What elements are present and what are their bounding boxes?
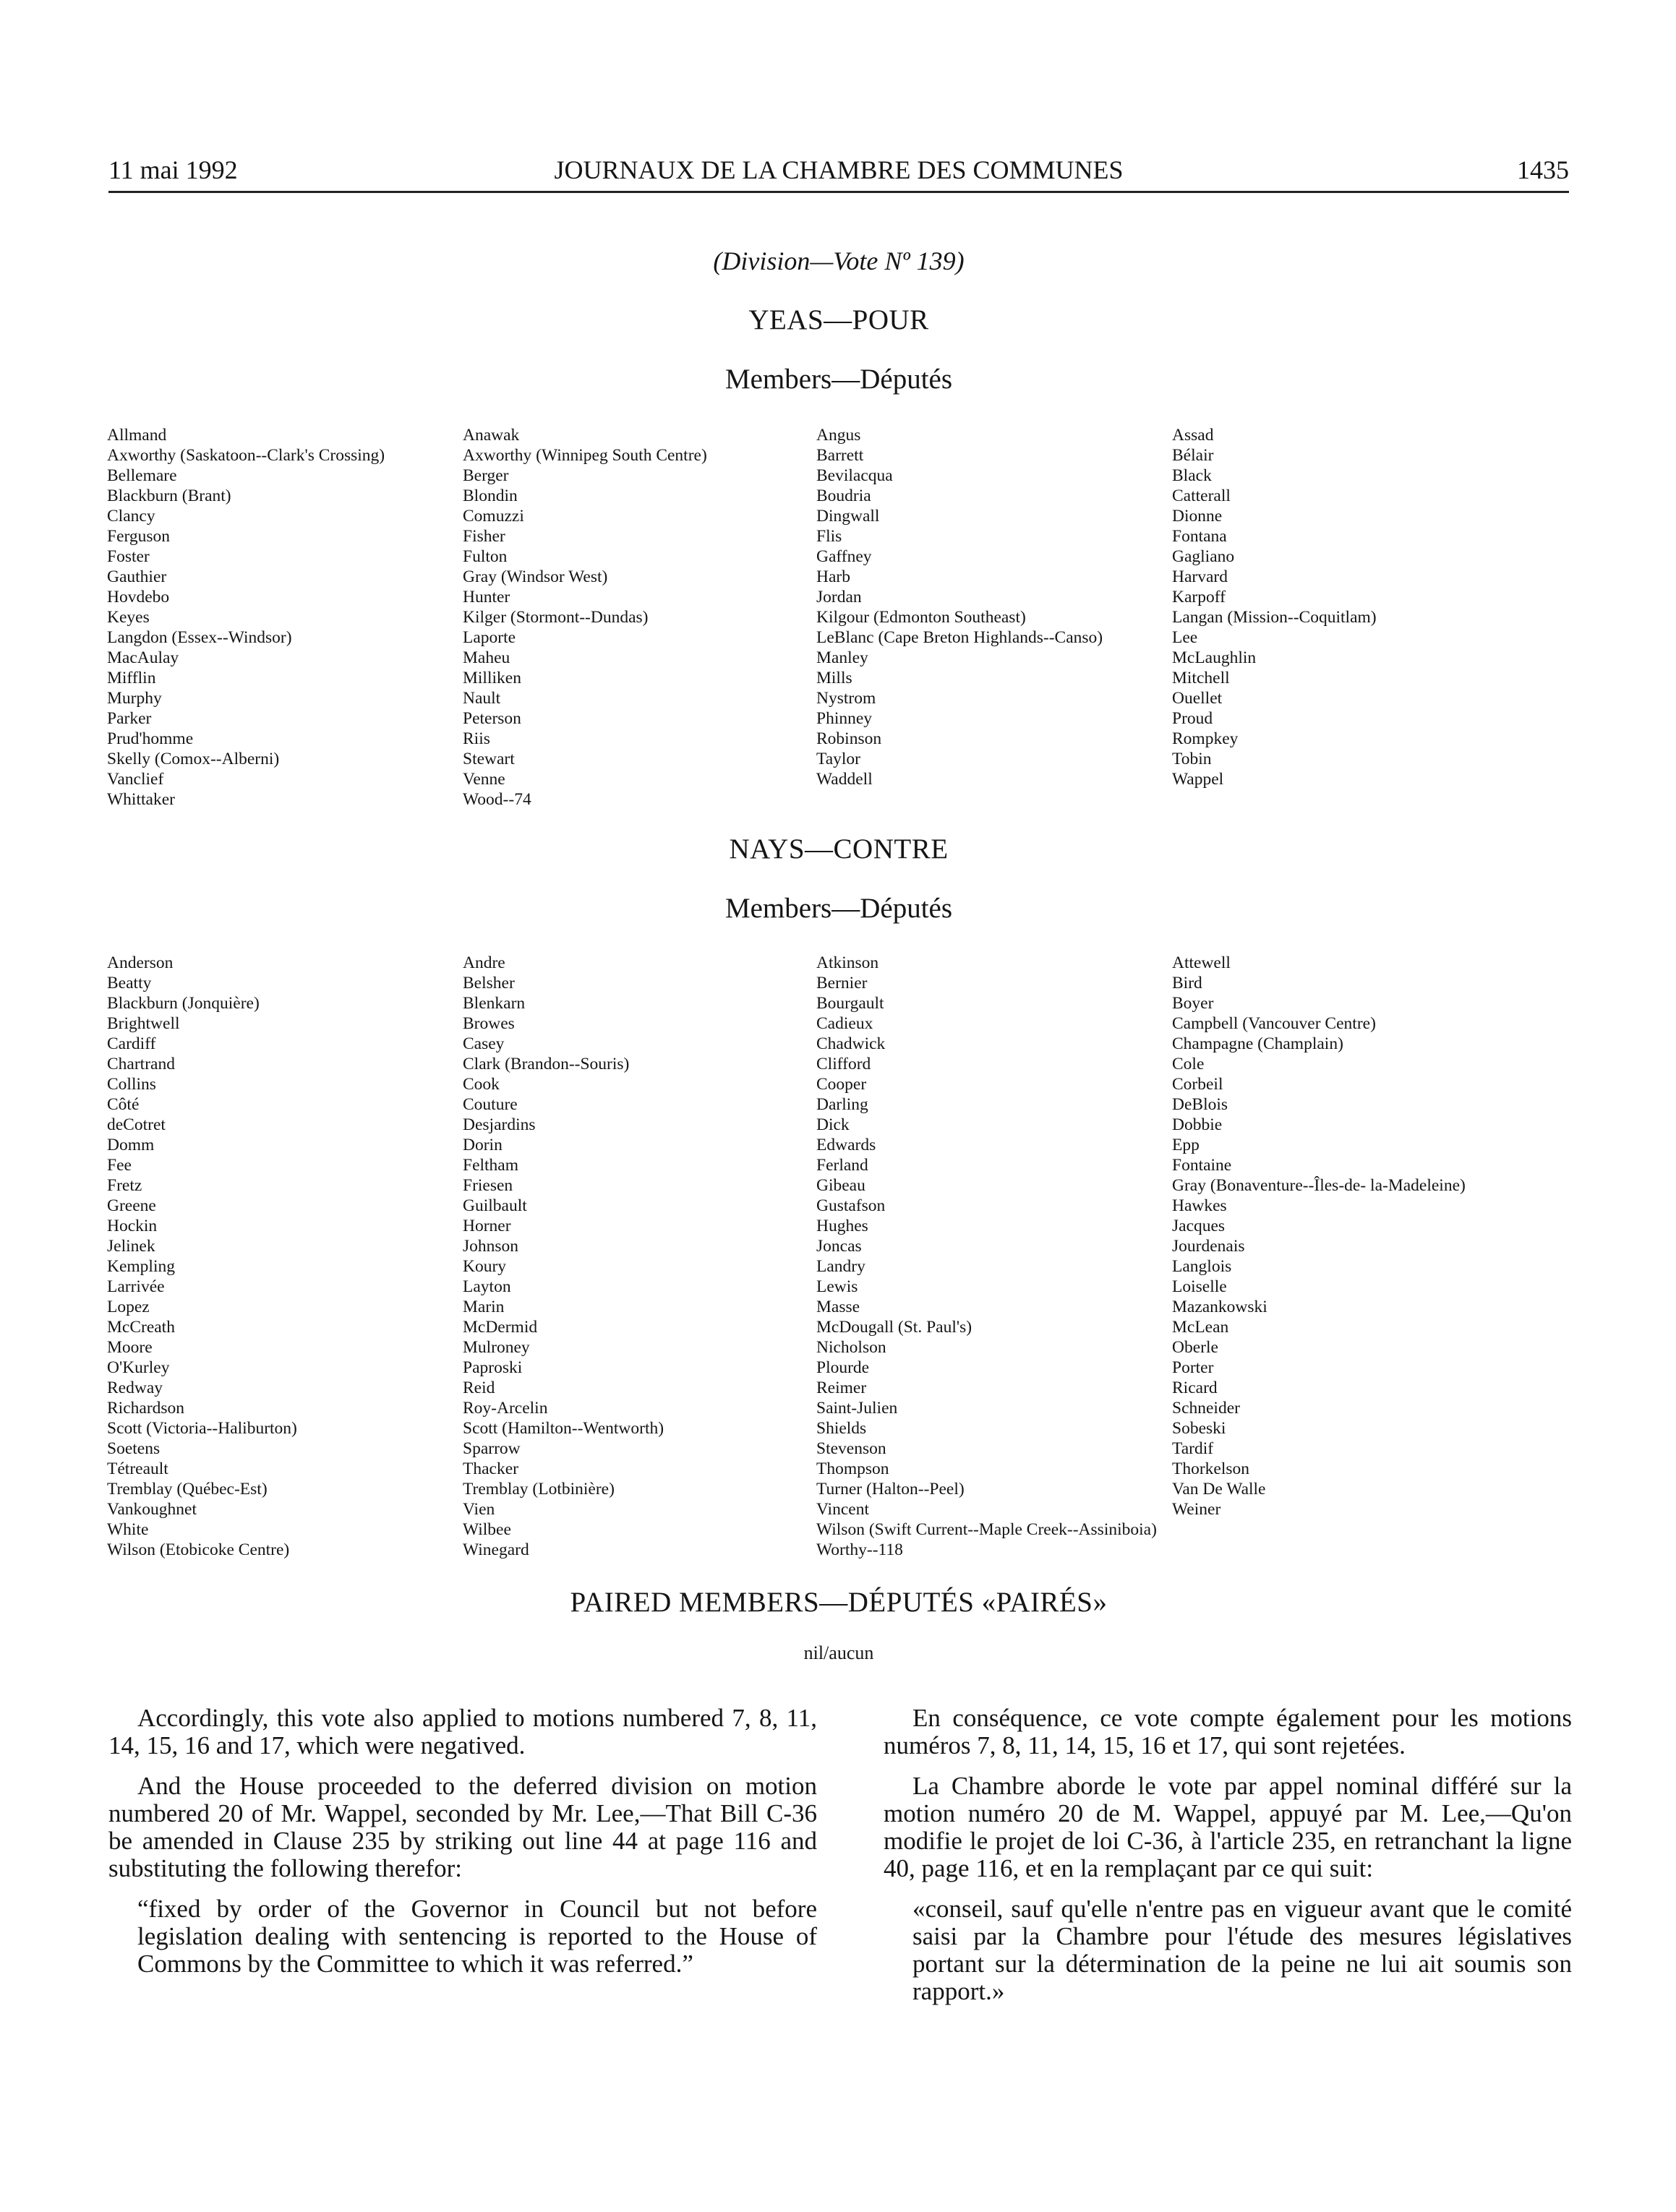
member-name: Sobeski [1172,1419,1226,1438]
nays-list [107,953,1589,1560]
member-name: Johnson [463,1237,519,1256]
member-name: Bellemare [107,466,177,485]
nays-column-1 [107,953,297,1560]
member-name: Manley [816,648,868,667]
member-name: Richardson [107,1399,185,1418]
member-name: Champagne (Champlain) [1172,1034,1343,1053]
member-name: Brightwell [107,1014,180,1033]
member-name: Cole [1172,1055,1205,1073]
header-date: 11 mai 1992 [108,155,238,184]
member-name: Larrivée [107,1277,165,1296]
member-name: Gaffney [816,547,872,566]
yeas-column-3 [816,425,1103,789]
member-name: Parker [107,709,152,728]
french-quotation: «conseil, sauf qu'elle n'entre pas en vigueur avant que le comité saisi par la Chambre pour l'étude des mesures législatives portant sur la détermination de la peine ne lui ait soumis son rapport.» [912,1895,1572,2005]
member-name: Winegard [463,1540,529,1559]
member-name: Epp [1172,1136,1200,1154]
member-name: Dingwall [816,507,880,526]
member-name: Layton [463,1277,511,1296]
member-name: Harb [816,567,850,586]
member-name: Reid [463,1379,495,1397]
member-name: Côté [107,1095,140,1114]
member-name: Vien [463,1500,495,1519]
member-name: deCotret [107,1115,166,1134]
member-name: DeBlois [1172,1095,1228,1114]
member-name: Blackburn (Jonquière) [107,994,260,1013]
member-name: Jacques [1172,1217,1226,1235]
member-name: Greene [107,1196,156,1215]
member-name: Murphy [107,689,162,708]
nays-column-3 [816,953,1157,1560]
member-name: Chadwick [816,1034,886,1053]
member-name: O'Kurley [107,1358,170,1377]
member-name: Jourdenais [1172,1237,1245,1256]
member-name: Mitchell [1172,669,1230,687]
member-name: Landry [816,1257,865,1276]
member-name: Dick [816,1115,850,1134]
member-name: Phinney [816,709,873,728]
member-name: Beatty [107,974,152,993]
member-name: Dobbie [1172,1115,1223,1134]
member-name: Hawkes [1172,1196,1227,1215]
member-name: Roy-Arcelin [463,1399,548,1418]
member-name: LeBlanc (Cape Breton Highlands--Canso) [816,628,1103,647]
member-name: Scott (Victoria--Haliburton) [107,1419,297,1438]
member-name: Mazankowski [1172,1298,1267,1316]
member-name: Bevilacqua [816,466,893,485]
member-name: Keyes [107,608,150,627]
member-name: Gray (Bonaventure--Îles-de- la-Madeleine) [1172,1176,1466,1195]
member-name: Venne [463,770,505,789]
member-name: McDermid [463,1318,538,1337]
member-name: Wilson (Swift Current--Maple Creek--Assiniboia) [816,1520,1157,1539]
member-name: Darling [816,1095,868,1114]
member-name: Worthy--118 [816,1540,903,1559]
member-name: Mifflin [107,669,156,687]
member-name: Catterall [1172,486,1231,505]
member-name: Domm [107,1136,155,1154]
member-name: Kempling [107,1257,175,1276]
member-name: Boyer [1172,994,1214,1013]
yeas-list [107,425,1589,815]
member-name: Soetens [107,1439,161,1458]
paired-title: PAIRED MEMBERS—DÉPUTÉS «PAIRÉS» [570,1587,1108,1618]
member-name: Bélair [1172,446,1214,465]
member-name: Axworthy (Saskatoon--Clark's Crossing) [107,446,385,465]
nays-title: NAYS—CONTRE [729,833,949,865]
member-name: Bourgault [816,994,884,1013]
member-name: Wilson (Etobicoke Centre) [107,1540,290,1559]
member-name: Langan (Mission--Coquitlam) [1172,608,1377,627]
member-name: Anawak [463,426,520,445]
member-name: White [107,1520,149,1539]
member-name: Schneider [1172,1399,1240,1418]
member-name: Blackburn (Brant) [107,486,231,505]
member-name: Wood--74 [463,790,531,809]
member-name: MacAulay [107,648,179,667]
member-name: Stevenson [816,1439,886,1458]
member-name: Paproski [463,1358,523,1377]
member-name: Fisher [463,527,505,546]
member-name: Sparrow [463,1439,521,1458]
member-name: Prud'homme [107,729,194,748]
member-name: McLean [1172,1318,1229,1337]
header-title: JOURNAUX DE LA CHAMBRE DES COMMUNES [554,155,1124,184]
member-name: Waddell [816,770,873,789]
member-name: Lewis [816,1277,858,1296]
member-name: Foster [107,547,150,566]
member-name: Blondin [463,486,518,505]
french-paragraph-1: En conséquence, ce vote compte également pour les motions numéros 7, 8, 11, 14, 15, 16 et 17, qui sont rejetées. [884,1704,1572,1759]
member-name: Axworthy (Winnipeg South Centre) [463,446,707,465]
page-header [108,155,1569,193]
member-name: Tremblay (Lotbinière) [463,1480,615,1499]
member-name: Thacker [463,1459,518,1478]
member-name: Corbeil [1172,1075,1223,1094]
member-name: Gauthier [107,567,167,586]
member-name: Hunter [463,588,510,606]
member-name: Wilbee [463,1520,511,1539]
member-name: Bernier [816,974,868,993]
english-text [108,1705,817,1991]
english-quotation: “fixed by order of the Governor in Council but not before legislation dealing with sentencing is reported to the House of Commons by the Committee to which it was referred.” [137,1895,817,1978]
member-name: Flis [816,527,842,546]
member-name: Oberle [1172,1338,1218,1357]
member-name: Weiner [1172,1500,1221,1519]
yeas-column-2 [463,425,707,810]
member-name: McLaughlin [1172,648,1257,667]
member-name: Vankoughnet [107,1500,197,1519]
member-name: Fee [107,1156,132,1175]
member-name: Boudria [816,486,871,505]
member-name: Milliken [463,669,521,687]
member-name: Clifford [816,1055,871,1073]
member-name: Moore [107,1338,153,1357]
member-name: Hughes [816,1217,868,1235]
member-name: Koury [463,1257,507,1276]
member-name: Dionne [1172,507,1223,526]
page-number: 1435 [1517,155,1569,184]
english-paragraph-2: And the House proceeded to the deferred division on motion numbered 20 of Mr. Wappel, seconded by Mr. Lee,—That Bill C-36 be amended in Clause 235 by striking out line 44 at page 116 and substituting the following therefor: [108,1772,817,1882]
member-name: Saint-Julien [816,1399,898,1418]
french-paragraph-2: La Chambre aborde le vote par appel nominal différé sur la motion numéro 20 de M. Wappel, appuyé par M. Lee,—Qu'on modifie le projet de loi C-36, à l'article 235, en retranchant la ligne 40, page 116, et en la remplaçant par ce qui suit: [884,1772,1572,1882]
member-name: Maheu [463,648,510,667]
member-name: Kilgour (Edmonton Southeast) [816,608,1026,627]
member-name: Cooper [816,1075,867,1094]
member-name: Berger [463,466,509,485]
member-name: Ouellet [1172,689,1223,708]
member-name: Gustafson [816,1196,886,1215]
member-name: Thorkelson [1172,1459,1250,1478]
member-name: Karpoff [1172,588,1226,606]
member-name: Fontana [1172,527,1227,546]
member-name: Andre [463,953,505,972]
english-paragraph-1: Accordingly, this vote also applied to motions numbered 7, 8, 11, 14, 15, 16 and 17, which were negatived. [108,1704,817,1759]
member-name: Lee [1172,628,1198,647]
member-name: Kilger (Stormont--Dundas) [463,608,649,627]
member-name: Marin [463,1298,505,1316]
member-name: Taylor [816,750,860,768]
member-name: Redway [107,1379,163,1397]
member-name: Campbell (Vancouver Centre) [1172,1014,1376,1033]
french-text [884,1705,1572,2018]
member-name: Horner [463,1217,511,1235]
member-name: Vincent [816,1500,869,1519]
member-name: Nault [463,689,501,708]
member-name: Angus [816,426,861,445]
member-name: McDougall (St. Paul's) [816,1318,972,1337]
nays-column-2 [463,953,664,1560]
member-name: Chartrand [107,1055,175,1073]
member-name: Tremblay (Québec-Est) [107,1480,268,1499]
member-name: Mulroney [463,1338,530,1357]
member-name: Cadieux [816,1014,873,1033]
nays-members-label: Members—Députés [724,893,953,924]
member-name: Langlois [1172,1257,1232,1276]
member-name: Porter [1172,1358,1214,1377]
member-name: Gibeau [816,1176,865,1195]
member-name: Wappel [1172,770,1224,789]
member-name: Edwards [816,1136,876,1154]
yeas-column-1 [107,425,385,810]
member-name: Desjardins [463,1115,536,1134]
member-name: Belsher [463,974,515,993]
member-name: Browes [463,1014,515,1033]
member-name: Lopez [107,1298,150,1316]
paired-value: nil/aucun [803,1642,874,1663]
member-name: Cardiff [107,1034,156,1053]
member-name: Collins [107,1075,156,1094]
member-name: Shields [816,1419,867,1438]
member-name: Black [1172,466,1212,485]
member-name: Whittaker [107,790,175,809]
yeas-members-label: Members—Députés [724,364,953,395]
member-name: Gagliano [1172,547,1235,566]
member-name: Robinson [816,729,882,748]
member-name: Scott (Hamilton--Wentworth) [463,1419,664,1438]
member-name: Friesen [463,1176,513,1195]
member-name: Mills [816,669,852,687]
member-name: Blenkarn [463,994,526,1013]
member-name: Proud [1172,709,1213,728]
member-name: Ferguson [107,527,171,546]
member-name: Atkinson [816,953,879,972]
member-name: Clark (Brandon--Souris) [463,1055,630,1073]
member-name: Hockin [107,1217,158,1235]
member-name: Comuzzi [463,507,524,526]
member-name: McCreath [107,1318,175,1337]
member-name: Tétreault [107,1459,168,1478]
member-name: Bird [1172,974,1202,993]
member-name: Harvard [1172,567,1228,586]
member-name: Peterson [463,709,521,728]
yeas-title: YEAS—POUR [748,304,929,335]
member-name: Skelly (Comox--Alberni) [107,750,280,768]
division-title: (Division—Vote Nº 139) [713,247,965,275]
member-name: Vanclief [107,770,164,789]
member-name: Jordan [816,588,862,606]
member-name: Tobin [1172,750,1212,768]
member-name: Jelinek [107,1237,155,1256]
member-name: Reimer [816,1379,867,1397]
member-name: Stewart [463,750,515,768]
member-name: Thompson [816,1459,889,1478]
member-name: Joncas [816,1237,862,1256]
member-name: Laporte [463,628,516,647]
member-name: Fretz [107,1176,142,1195]
member-name: Hovdebo [107,588,170,606]
member-name: Assad [1172,426,1214,445]
member-name: Allmand [107,426,167,445]
member-name: Plourde [816,1358,870,1377]
member-name: Dorin [463,1136,503,1154]
member-name: Tardif [1172,1439,1214,1458]
member-name: Masse [816,1298,860,1316]
member-name: Anderson [107,953,174,972]
nays-column-4 [1172,953,1466,1519]
member-name: Rompkey [1172,729,1239,748]
member-name: Fontaine [1172,1156,1232,1175]
member-name: Attewell [1172,953,1231,972]
member-name: Cook [463,1075,500,1094]
member-name: Riis [463,729,490,748]
member-name: Langdon (Essex--Windsor) [107,628,292,647]
member-name: Ricard [1172,1379,1218,1397]
member-name: Barrett [816,446,864,465]
yeas-column-4 [1172,425,1377,789]
member-name: Fulton [463,547,508,566]
member-name: Turner (Halton--Peel) [816,1480,965,1499]
member-name: Nystrom [816,689,876,708]
member-name: Loiselle [1172,1277,1227,1296]
member-name: Feltham [463,1156,519,1175]
member-name: Van De Walle [1172,1480,1266,1499]
member-name: Couture [463,1095,518,1114]
member-name: Clancy [107,507,155,526]
member-name: Casey [463,1034,505,1053]
member-name: Nicholson [816,1338,886,1357]
member-name: Ferland [816,1156,868,1175]
member-name: Gray (Windsor West) [463,567,608,586]
member-name: Guilbault [463,1196,527,1215]
